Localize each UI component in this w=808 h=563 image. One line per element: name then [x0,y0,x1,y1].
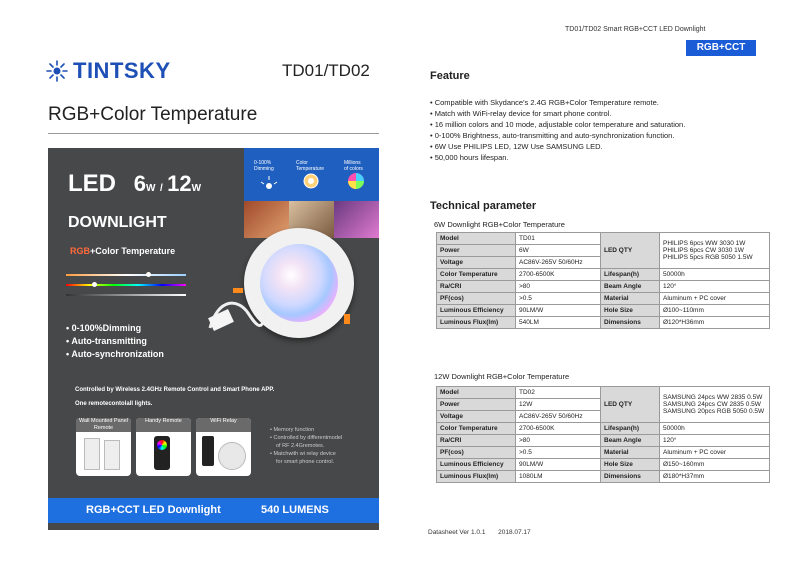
card-title: Wall Mounted Panel Remote [76,418,131,432]
table2-title: 12W Downlight RGB+Color Temperature [434,372,570,381]
datasheet-footer: Datasheet Ver 1.0.1 2018.07.17 [428,529,531,536]
driver-cable-image [208,288,268,338]
dimming-label: 0-100% Dimming [254,160,274,172]
color-temp-slider [66,274,186,276]
wifi-relay-card [196,418,251,476]
table-row: Luminous Efficiency 90LM/W Hole Size Ø100~110mm [437,305,770,317]
color-wheel-icon [347,172,365,190]
remote-color-wheel [157,440,167,450]
slider-knob [92,282,97,287]
table1-title: 6W Downlight RGB+Color Temperature [434,220,565,229]
spec-table-12w [436,386,770,483]
table-row: Power 6W [437,245,770,257]
sun-logo-icon [46,60,68,82]
mounting-clip [344,314,350,324]
table-row: Color Temperature 2700-6500K Lifespan(h) 50000h [437,269,770,281]
rgb-slider [66,284,186,286]
list-item: • Compatible with Skydance's 2.4G RGB+Color Temperature remote. [430,97,685,108]
feature-panel [244,148,379,238]
technical-heading: Technical parameter [430,200,537,212]
document-caption: TD01/TD02 Smart RGB+CCT LED Downlight [565,26,706,33]
feature-list [430,97,685,163]
dimming-slider [66,294,186,296]
spec-table-6w [436,232,770,329]
remote-features: • Memory function • Controlled by differentmodel of RF 2.4Gremotes. • Matchwith wi relay device for smart phone control. [270,426,342,466]
millions-label: Millions of colors [344,160,363,172]
table-row: Ra/CRI >80 Beam Angle 120° [437,435,770,447]
table-row: Luminous Efficiency 90LM/W Hole Size Ø150~160mm [437,459,770,471]
led-wattage-headline: LED 6W / 12W [68,170,202,197]
wall-panel-image [84,438,100,470]
slider-knob [146,272,151,277]
wall-panel-image [104,440,120,470]
table-row: Voltage AC86V-265V 50/60Hz [437,411,770,423]
table-row: Ra/CRI >80 Beam Angle 120° [437,281,770,293]
list-item: • 50,000 hours lifespan. [430,152,685,163]
rgb-cct-badge: RGB+CCT [686,40,756,56]
poster-footer-bar [48,498,379,523]
list-item: • 16 million colors and 10 mode, adjustable color temperature and saturation. [430,119,685,130]
table-row: Luminous Flux(lm) 1080LM Dimensions Ø180*H37mm [437,471,770,483]
table-row: Voltage AC86V-265V 50/60Hz [437,257,770,269]
brand-name: TINTSKY [73,58,171,83]
brand-logo [46,58,171,84]
dimming-icon [258,174,280,190]
control-description: Controlled by Wireless 2.4GHz Remote Control and Smart Phone APP. One remotecontolall lights. [75,387,275,407]
temperature-icon [302,172,320,190]
table-row: Luminous Flux(lm) 540LM Dimensions Ø120*H36mm [437,317,770,329]
temperature-label: Color Temperature [296,160,325,172]
list-item: • Match with WiFi-relay device for smart phone control. [430,108,685,119]
page-subtitle: RGB+Color Temperature [48,104,258,125]
handy-remote-card [136,418,191,476]
lifestyle-photo [334,201,379,238]
rgb-color-temp-label: RGB+Color Temperature [70,246,176,256]
phone-image [202,436,214,466]
list-item: • 0-100% Brightness, auto-transmitting and auto-synchronization function. [430,130,685,141]
table-row: Power 12W [437,399,770,411]
wall-remote-card [76,418,131,476]
product-poster [48,148,379,530]
downlight-heading: DOWNLIGHT [68,214,167,231]
card-title: Handy Remote [136,418,191,432]
table-row: Model TD01 LED QTY PHILIPS 6pcs WW 3030 1W PHILIPS 6pcs CW 3030 1W PHILIPS 5pcs RGB 5050 1.5W [437,233,770,245]
lamp-diffuser [260,244,338,322]
model-title: TD01/TD02 [282,61,370,80]
table-row: Model TD02 LED QTY SAMSUNG 24pcs WW 2835 0.5W SAMSUNG 24pcs CW 2835 0.5W SAMSUNG 20pcs RGB 5050 0.5W [437,387,770,399]
relay-image [218,442,246,470]
footer-lumens: 540 LUMENS [261,504,329,516]
table-row: Color Temperature 2700-6500K Lifespan(h) 50000h [437,423,770,435]
feature-heading: Feature [430,70,470,82]
card-title: WiFi Relay [196,418,251,432]
table-row: PF(cos) >0.5 Material Aluminum + PC cover [437,293,770,305]
divider [48,133,379,134]
footer-product: RGB+CCT LED Downlight [86,504,221,516]
table-row: PF(cos) >0.5 Material Aluminum + PC cover [437,447,770,459]
poster-bullets: • 0-100%Dimming • Auto-transmitting • Auto-synchronization [66,322,164,361]
list-item: • 6W Use PHILIPS LED, 12W Use SAMSUNG LED. [430,141,685,152]
